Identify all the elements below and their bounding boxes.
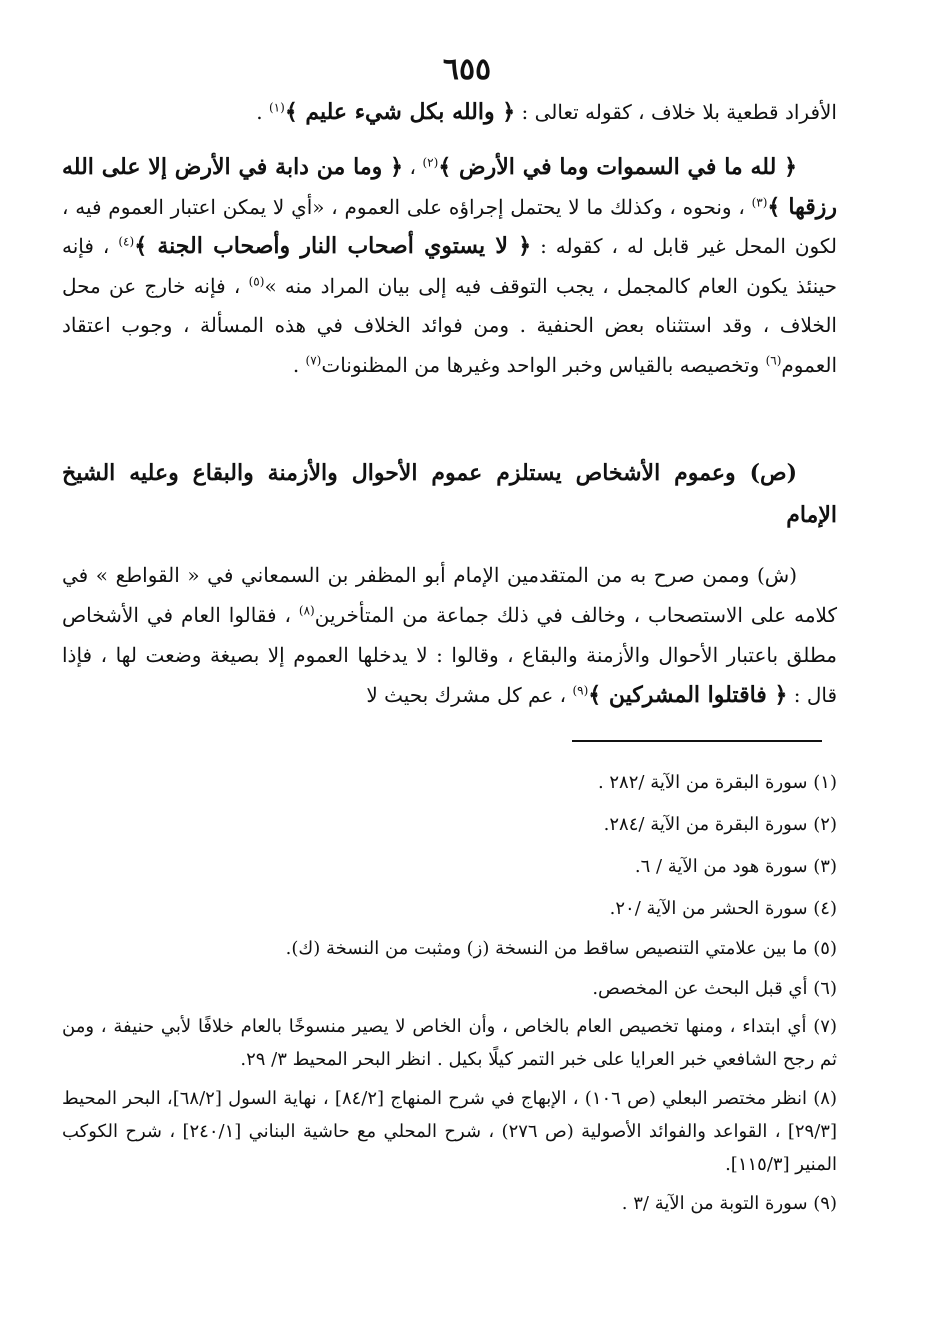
footnote-number: (٤): [813, 898, 837, 919]
footnote-text: سورة البقرة من الآية /٢٨٢ .: [597, 772, 808, 793]
paragraph-3-end: ، عم كل مشرك بحيث لا: [366, 683, 573, 707]
footnote-5: [62, 932, 837, 966]
paragraph-3-text: (ش) وممن صرح به من المتقدمين الإمام أبو المظفر بن السمعاني في « القواطع » في كلامه على الاستصحاب ، وخالف في ذلك جماعة من المتأخرين: [62, 563, 837, 627]
footnote-number: (٥): [813, 938, 837, 959]
footnote-text: ما بين علامتي التنصيص ساقط من النسخة (ز) ومثبت من النسخة (ك).: [285, 938, 808, 959]
paragraph-2-text: ، فإنه حينئذ يكون العام كالمجمل ، يجب التوقف فيه إلى بيان المراد منه »: [62, 234, 838, 298]
paragraph-3-text: ، فقالوا العام في الأشخاص مطلق باعتبار الأحوال والأزمنة والبقاع ، وقالوا : لا يدخلها العموم إلا بصيغة وضعت لها ، فإذا قال :: [62, 603, 837, 707]
footnote-6: [62, 972, 837, 1006]
page-number: ٦٥٥: [442, 52, 492, 87]
footnote-text: سورة الحشر من الآية /٢٠.: [609, 898, 808, 919]
paragraph-2-text: وتخصيصه بالقياس وخبر الواحد وغيرها من المظنونات: [321, 352, 766, 377]
footnote-number: (٦): [813, 978, 837, 999]
footnote-number: (٧): [813, 1016, 837, 1037]
footnote-number: (٩): [813, 1193, 837, 1214]
footnotes: [62, 766, 837, 1221]
footnote-8: [62, 1082, 837, 1181]
footnote-text: أي ابتداء ، ومنها تخصيص العام بالخاص ، وأن الخاص لا يصير منسوخًا بالعام خلافًا لأبي حنيفة ، ومن ثم رجح الشافعي خبر العرايا على خبر التمر كيلًا بكيل . انظر البحر المحيط ٣/ ٢٩.: [62, 1016, 837, 1070]
footnote-ref: (٩): [572, 683, 589, 698]
footnote-number: (٢): [813, 814, 837, 835]
footnote-ref: (١): [268, 100, 285, 115]
quran-quote: ﴿ والله بكل شيء عليم ﴾: [284, 99, 516, 125]
paragraph-1: [62, 92, 837, 132]
footnote-2: [62, 808, 837, 842]
quran-quote: ﴿ فاقتلوا المشركين ﴾: [588, 682, 788, 708]
footnote-number: (٣): [813, 856, 837, 877]
footnote-ref: (٦): [765, 352, 782, 367]
footnote-ref: (٤): [118, 234, 135, 249]
footnote-ref: (٣): [751, 194, 768, 209]
footnote-ref: (٥): [248, 273, 265, 288]
footnote-7: [62, 1010, 837, 1076]
footnote-text: سورة هود من الآية / ٦.: [634, 856, 808, 877]
paragraph-1-text: الأفراد قطعية بلا خلاف ، كقوله تعالى :: [515, 100, 837, 124]
paragraph-2-text: ، فإنه خارج عن محل الخلاف ، وقد استثناه بعض الحنفية . ومن فوائد الخلاف في هذه المسألة ، وجوب اعتقاد العموم: [62, 273, 837, 377]
quran-quote: ﴿ لا يستوي أصحاب النار وأصحاب الجنة ﴾: [134, 233, 532, 259]
section-heading: (ص) وعموم الأشخاص يستلزم عموم الأحوال والأزمنة والبقاع وعليه الشيخ الإمام: [62, 460, 837, 528]
quran-quote: ﴿ وما من دابة في الأرض إلا على الله رزقها ﴾: [62, 154, 837, 220]
footnote-text: انظر مختصر البعلي (ص ١٠٦) ، الإبهاج في شرح المنهاج [٨٤/٢] ، نهاية السول [٦٨/٢]، البحر المحيط [٢٩/٣] ، القواعد والفوائد الأصولية (ص ٢٧٦) ، شرح المحلي مع حاشية البناني [٢٤٠/١] ، شرح الكوكب المنير [١١٥/٣].: [62, 1088, 837, 1175]
footnote-1: [62, 766, 837, 800]
paragraph-3: [62, 555, 837, 715]
quran-quote: ﴿ لله ما في السموات وما في الأرض ﴾: [438, 154, 797, 180]
footnote-ref: (٨): [298, 603, 315, 618]
footnote-text: أي قبل البحث عن المخصص.: [592, 978, 808, 999]
footnote-9: [62, 1187, 837, 1221]
footnote-number: (٨): [813, 1088, 837, 1109]
paragraph-1-end: .: [256, 100, 269, 124]
footnote-3: [62, 850, 837, 884]
footnote-separator: [572, 740, 822, 742]
footnote-4: [62, 892, 837, 926]
footnote-ref: (٧): [305, 352, 322, 367]
paragraph-2-end: .: [292, 352, 306, 377]
footnote-number: (١): [813, 772, 837, 793]
paragraph-2-text: ، ونحوه ، وكذلك ما لا يحتمل إجراؤه على العموم ، «أي لا يمكن اعتبار العموم فيه ، لكون المحل غير قابل له ، كقوله :: [62, 194, 838, 258]
footnote-text: سورة التوبة من الآية /٣ .: [621, 1193, 808, 1214]
footnote-ref: (٢): [422, 155, 439, 170]
paragraph-2: [62, 148, 837, 385]
footnote-text: سورة البقرة من الآية /٢٨٤.: [603, 814, 808, 835]
paragraph-2-text: ،: [402, 155, 423, 179]
